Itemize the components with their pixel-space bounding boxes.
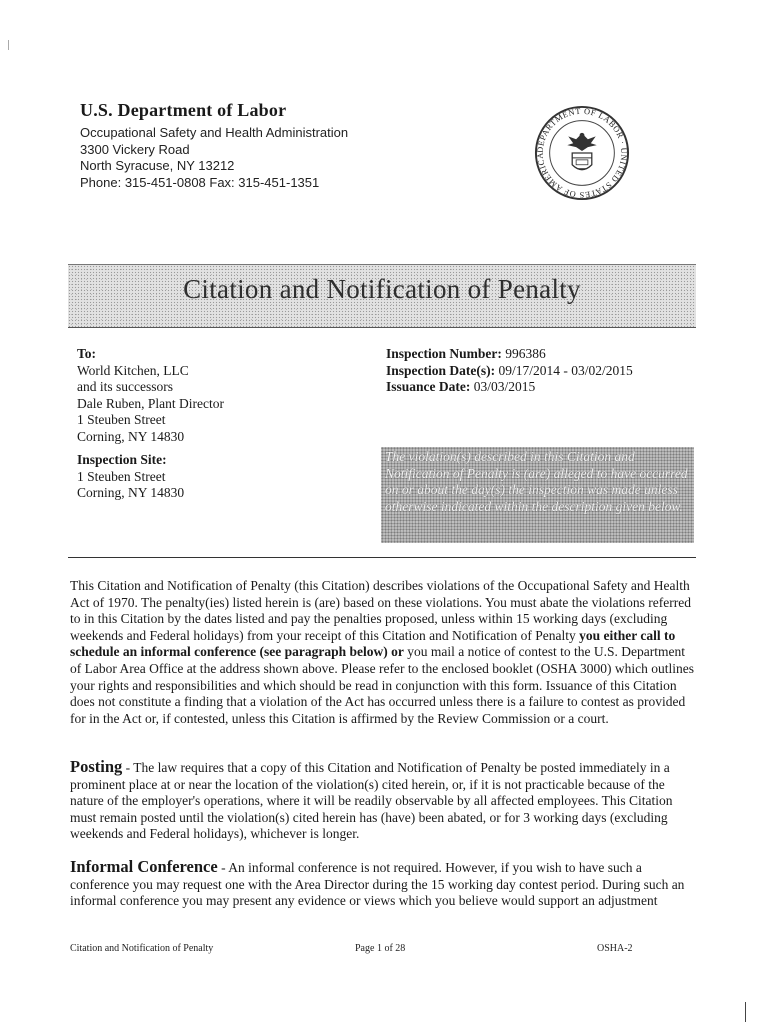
inspection-number-row xyxy=(386,346,633,363)
department-of-labor-seal-icon xyxy=(533,104,631,202)
violation-notice-text: The violation(s) described in this Citation and Notification of Penalty is (are) alleged to have occurred on or about the day(s) the inspection was made unless otherwise indicated within the description given below. xyxy=(385,449,688,514)
inspection-number-value: 996386 xyxy=(505,346,546,361)
inspection-dates-row xyxy=(386,363,633,380)
posting-heading: Posting xyxy=(70,757,123,776)
citation-text-part2: you mail a notice of contest to the U.S. Department of Labor Area Office at the address shown above. Please refer to the enclosed booklet (OSHA 3000) which outlines your rights and responsibilities and which should be read in conjunction with this form. Issuance of this Citation does not constitute a finding that a violation of the Act has occurred unless there is a failure to contest as provided for in the Act or, if contested, unless this Citation is affirmed by the Review Commission or a court. xyxy=(70,644,694,726)
inspection-dates-label: Inspection Date(s): xyxy=(386,362,496,378)
inspection-info-block xyxy=(386,346,633,396)
informal-conference-heading: Informal Conference xyxy=(70,857,218,876)
section-divider xyxy=(68,557,696,558)
scan-edge-mark xyxy=(745,1002,746,1022)
agency-header xyxy=(80,100,348,191)
recipient-line: and its successors xyxy=(77,379,173,394)
violation-notice-box xyxy=(381,447,694,543)
posting-paragraph xyxy=(70,759,696,843)
posting-text: - The law requires that a copy of this Citation and Notification of Penalty be posted immediately in a prominent place at or near the location of the violation(s) cited herein, or, if it is not practicable because of the nature of the employer's operations, where it will be readily observable by all affected employees. This Citation must remain posted until the violation(s) cited herein has (have) been abated, or for 3 working days (excluding weekends and Federal holidays), whichever is longer. xyxy=(70,760,673,842)
footer-page-number: Page 1 of 28 xyxy=(355,943,406,954)
recipient-label: To: xyxy=(77,346,97,361)
title-banner xyxy=(68,264,696,328)
agency-name: U.S. Department of Labor xyxy=(80,100,287,120)
footer-document-name: Citation and Notification of Penalty xyxy=(70,943,214,954)
recipient-line: Corning, NY 14830 xyxy=(77,428,185,444)
recipient-block xyxy=(77,346,224,445)
inspection-site-line: Corning, NY 14830 xyxy=(77,485,185,500)
inspection-dates-value: 09/17/2014 - 03/02/2015 xyxy=(498,362,633,378)
informal-conference-text: - An informal conference is not required. However, if you wish to have such a conference you may request one with the Area Director during the 15 working day contest period. During such an informal conference you may present any evidence or views which you believe would support an adjustment xyxy=(70,860,685,909)
citation-description-paragraph xyxy=(70,578,696,727)
recipient-line: Dale Ruben, Plant Director xyxy=(77,395,224,411)
issuance-date-label: Issuance Date: xyxy=(386,379,471,394)
citation-text-emphasis: you either call to schedule an informal conference (see paragraph below) or xyxy=(70,627,676,660)
scan-edge-mark xyxy=(8,40,9,50)
agency-address-line: North Syracuse, NY 13212 xyxy=(80,158,235,173)
recipient-line: 1 Steuben Street xyxy=(77,412,166,427)
footer-form-id: OSHA-2 xyxy=(597,943,633,954)
citation-text-part1: This Citation and Notification of Penalty (this Citation) describes violations of the Occupational Safety and Health Act of 1970. The penalty(ies) listed herein is (are) based on these violations. You must abate the violations referred to in this Citation by the dates listed and pay the penalties proposed, unless within 15 working days (excluding weekends and Federal holidays) from your receipt of this Citation and Notification of Penalty xyxy=(70,578,691,643)
issuance-date-value: 03/03/2015 xyxy=(473,379,536,394)
seal-text: DEPARTMENT OF LABOR · UNITED STATES OF AMERICA xyxy=(535,106,629,200)
agency-address-line: Occupational Safety and Health Administration xyxy=(80,125,349,140)
agency-address-line: 3300 Vickery Road xyxy=(80,141,190,157)
inspection-site-line: 1 Steuben Street xyxy=(77,468,166,484)
inspection-number-label: Inspection Number: xyxy=(386,346,502,361)
inspection-site-block xyxy=(77,452,184,502)
recipient-line: World Kitchen, LLC xyxy=(77,362,189,378)
document-title: Citation and Notification of Penalty xyxy=(183,274,581,304)
issuance-date-row xyxy=(386,379,633,396)
inspection-site-label: Inspection Site: xyxy=(77,452,167,467)
agency-contact-line: Phone: 315-451-0808 Fax: 315-451-1351 xyxy=(80,174,320,190)
informal-conference-paragraph xyxy=(70,859,696,910)
